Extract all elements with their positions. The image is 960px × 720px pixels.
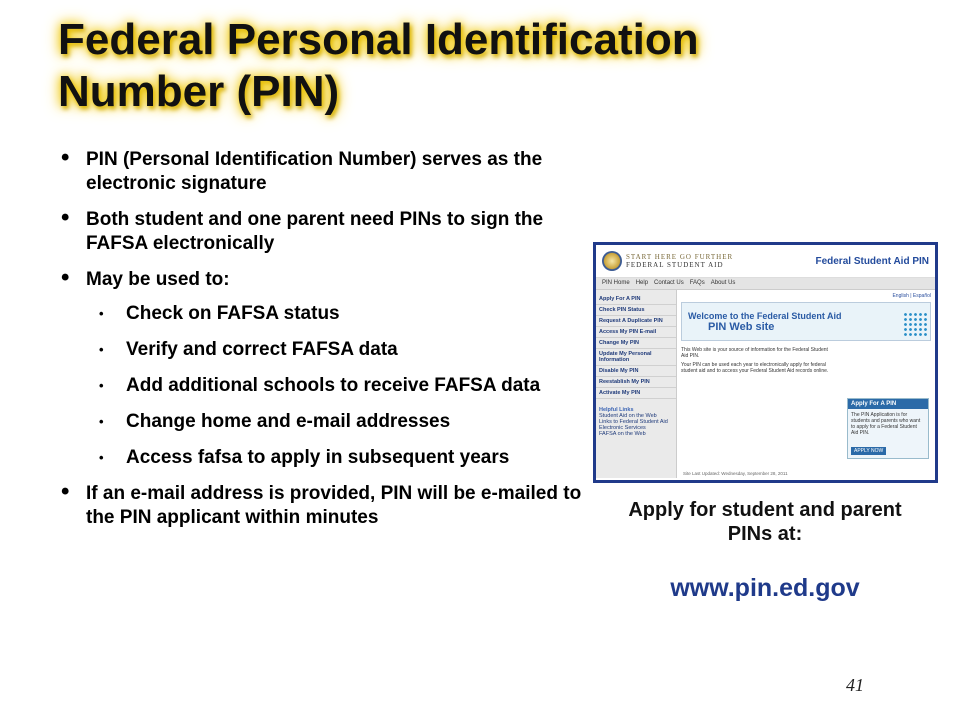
sub-bullet-item: • Check on FAFSA status <box>86 302 602 326</box>
side-item-status[interactable]: Check PIN Status <box>596 305 676 316</box>
welcome-line-1: Welcome to the Federal Student Aid <box>688 310 842 321</box>
bullet-text: May be used to: <box>86 269 230 290</box>
site-header <box>596 245 935 278</box>
sub-bullet-item: • Access fafsa to apply in subsequent years <box>86 446 602 470</box>
dot-pattern-icon <box>903 312 927 336</box>
apply-box-heading: Apply For A PIN <box>848 399 928 409</box>
apply-box <box>847 398 929 459</box>
title-line-1: Federal Personal Identification <box>58 15 699 64</box>
side-item-update[interactable]: Update My Personal Information <box>596 349 676 366</box>
page-number: 41 <box>846 675 864 695</box>
last-updated: Site Last Updated: Wednesday, September 28, 2011 <box>683 471 788 476</box>
side-item-email[interactable]: Access My PIN E-mail <box>596 327 676 338</box>
logo-tagline: START HERE GO FURTHER <box>626 253 734 261</box>
pin-website-screenshot <box>593 242 938 483</box>
nav-item-help[interactable]: Help <box>635 280 649 286</box>
sub-bullet-item: • Verify and correct FAFSA data <box>86 338 602 362</box>
welcome-banner <box>681 302 931 341</box>
side-item-duplicate[interactable]: Request A Duplicate PIN <box>596 316 676 327</box>
welcome-line-2: PIN Web site <box>708 320 775 333</box>
side-item-reestablish[interactable]: Reestablish My PIN <box>596 377 676 388</box>
apply-now-button[interactable]: APPLY NOW <box>851 447 886 455</box>
intro-paragraph: This Web site is your source of information for the Federal Student Aid PIN. <box>681 347 828 359</box>
sub-bullet-item: • Add additional schools to receive FAFSA data <box>86 374 602 398</box>
bullet-item <box>62 268 602 470</box>
bullet-item: • PIN (Personal Identification Number) serves as the electronic signature <box>62 148 602 196</box>
side-item-change[interactable]: Change My PIN <box>596 338 676 349</box>
side-item-disable[interactable]: Disable My PIN <box>596 366 676 377</box>
nav-item-about[interactable]: About Us <box>710 280 736 286</box>
apply-box-text: The PIN Application is for students and parents who want to apply for a Federal Student Aid PIN. <box>851 412 921 436</box>
intro-text <box>681 347 831 374</box>
nav-item-contact[interactable]: Contact Us <box>654 280 684 286</box>
logo-name: FEDERAL STUDENT AID <box>626 261 724 269</box>
side-item-activate[interactable]: Activate My PIN <box>596 388 676 399</box>
sub-bullet-item: • Change home and e-mail addresses <box>86 410 602 434</box>
intro-paragraph: Your PIN can be used each year to electronically apply for federal student aid and to access your Federal Student Aid records online. <box>681 362 829 374</box>
helpful-link[interactable]: FAFSA on the Web <box>599 431 646 437</box>
helpful-link[interactable]: Links to Federal Student Aid Electronic Services <box>599 419 668 431</box>
bullet-list <box>62 148 602 542</box>
nav-item-home[interactable]: PIN Home <box>602 280 630 286</box>
fsa-logo <box>602 251 733 271</box>
site-title: Federal Student Aid PIN <box>815 255 929 267</box>
nav-item-faqs[interactable]: FAQs <box>689 280 705 286</box>
sub-bullet-list <box>86 302 602 470</box>
helpful-links-heading: Helpful Links <box>599 407 634 413</box>
top-nav <box>596 278 935 290</box>
seal-icon <box>602 251 622 271</box>
slide-title <box>58 14 699 118</box>
side-nav <box>596 290 677 478</box>
title-line-2: Number (PIN) <box>58 67 340 116</box>
site-main <box>677 290 935 478</box>
bullet-item: • Both student and one parent need PINs to sign the FAFSA electronically <box>62 208 602 256</box>
apply-caption: Apply for student and parent PINs at: <box>628 499 902 545</box>
language-links[interactable]: English | Español <box>892 293 931 299</box>
helpful-links <box>596 405 676 439</box>
helpful-link[interactable]: Student Aid on the Web <box>599 413 657 419</box>
side-item-apply[interactable]: Apply For A PIN <box>596 294 676 305</box>
pin-url-link[interactable]: www.pin.ed.gov <box>670 574 860 602</box>
bullet-item: • If an e-mail address is provided, PIN will be e-mailed to the PIN applicant within minutes <box>62 482 602 530</box>
